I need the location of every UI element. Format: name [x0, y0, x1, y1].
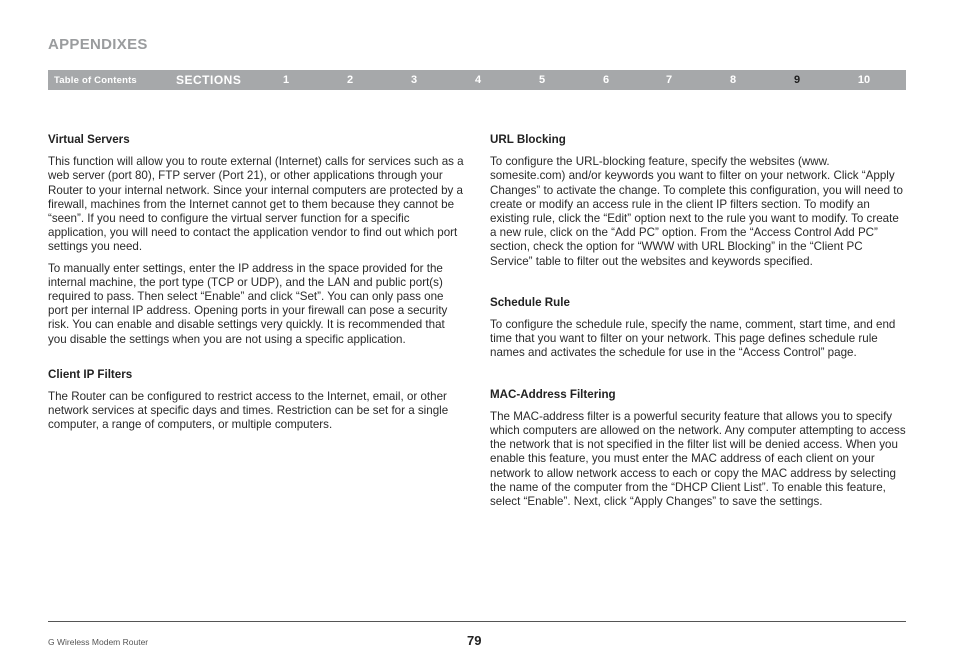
virtual-servers-paragraph-1: This function will allow you to route external (Internet) calls for services such as a web server (port 80), FTP server (Port 21), or other applications through your Router to your internal network. Since your internal computers are protected by a firewall, machines from the Internet cannot get to them because they cannot be “seen”. If you need to configure the virtual server function for a specific application, you will need to contact the application vendor to find out which port settings you need.: [48, 155, 464, 254]
section-link-6[interactable]: 6: [602, 74, 610, 86]
schedule-rule-heading: Schedule Rule: [490, 295, 570, 309]
mac-filtering-heading: MAC-Address Filtering: [490, 387, 616, 401]
schedule-rule-paragraph: To configure the schedule rule, specify the name, comment, start time, and end time that you want to filter on your network. This page defines schedule rule names and activates the schedule for use in the “Access Control” page.: [490, 318, 896, 360]
section-link-3[interactable]: 3: [410, 74, 418, 86]
sections-label: SECTIONS: [176, 73, 242, 87]
virtual-servers-paragraph-2: To manually enter settings, enter the IP address in the space provided for the internal machine, the port type (TCP or UDP), and the LAN and public port(s) required to pass. Then select “Enable” and click “Set”. You can only pass one port per internal IP address. Opening ports in your firewall can pose a security risk. You can enable and disable settings very quickly. It is recommended that you disable the settings when you are not using a specific application.: [48, 261, 448, 346]
section-link-1[interactable]: 1: [282, 74, 290, 86]
mac-filtering-paragraph: The MAC-address filter is a powerful security feature that allows you to specify which computers are allowed on the network. Any computer attempting to access the network that is not specified in the filter list will be denied access. When you enable this feature, you must enter the MAC address of each client on your network to allow network access to each or copy the MAC address by selecting the name of the computer from the “DHCP Client List”. To enable this feature, select “Enable”. Next, click “Apply Changes” to save the settings.: [490, 409, 906, 509]
virtual-servers-heading: Virtual Servers: [48, 133, 130, 146]
right-column: [490, 133, 908, 516]
url-blocking-heading: URL Blocking: [490, 133, 566, 146]
client-ip-filters-heading: Client IP Filters: [48, 367, 133, 381]
section-link-10[interactable]: 10: [857, 74, 871, 86]
url-blocking-paragraph: To configure the URL-blocking feature, specify the websites (www. somesite.com) and/or keywords you want to filter on your network. Click “Apply Changes” to activate the change. To complete this configuration, you will need to create or modify an access rule in the client IP filters section. To modify an existing rule, click the “Edit” option next to the rule you want to modify. To create a new rule, click on the “Add PC” option. From the “Access Control Add PC” section, check the option for “WWW with URL Blocking” in the “Client PC Service” table to filter out the websites and keywords specified.: [490, 155, 903, 268]
section-link-7[interactable]: 7: [665, 74, 673, 86]
page-number: 79: [467, 633, 482, 648]
section-link-8[interactable]: 8: [729, 74, 737, 86]
section-link-4[interactable]: 4: [474, 74, 482, 86]
footer-product-name: G Wireless Modem Router: [48, 637, 149, 647]
table-of-contents-link[interactable]: Table of Contents: [54, 75, 137, 86]
section-link-9-active[interactable]: 9: [793, 74, 801, 86]
footer-divider: [48, 621, 906, 622]
left-column: [48, 133, 466, 440]
client-ip-filters-paragraph: The Router can be configured to restrict access to the Internet, email, or other network services at specific days and times. Restriction can be set for a single computer, a range of computers, or multiple computers.: [48, 390, 449, 432]
section-nav-bar: [48, 70, 906, 90]
section-link-5[interactable]: 5: [538, 74, 546, 86]
section-link-2[interactable]: 2: [346, 74, 354, 86]
section-title: APPENDIXES: [48, 36, 148, 53]
